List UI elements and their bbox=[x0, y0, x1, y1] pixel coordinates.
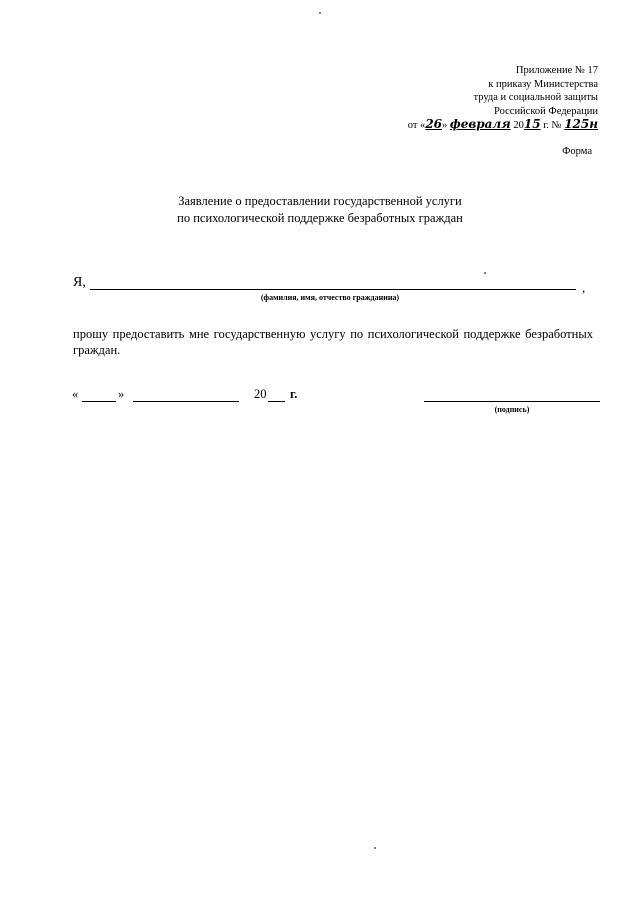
date-open-quote: « bbox=[72, 387, 79, 401]
applicant-name-caption: (фамилия, имя, отчество гражданина) bbox=[260, 293, 400, 302]
signature-caption: (подпись) bbox=[494, 405, 530, 414]
date-year-field[interactable] bbox=[268, 401, 285, 402]
scan-speck bbox=[374, 847, 376, 849]
document-title bbox=[0, 193, 640, 227]
request-text: прошу предоставить мне государственную услугу по психологической поддержке безработных граждан. bbox=[73, 327, 593, 357]
annex-line-1: Приложение № 17 bbox=[515, 65, 598, 76]
annex-line-2: к приказу Министерства bbox=[488, 78, 598, 90]
annex-year-suffix: 15 bbox=[523, 117, 541, 131]
date-year-prefix: 20 bbox=[254, 387, 267, 401]
annex-block bbox=[398, 64, 598, 133]
title-line-2: по психологической поддержке безработных граждан bbox=[177, 211, 463, 225]
annex-day: 26 bbox=[425, 117, 443, 131]
applicant-prefix: Я, bbox=[73, 275, 86, 290]
scan-speck bbox=[484, 272, 486, 274]
date-month-field[interactable] bbox=[133, 401, 239, 402]
annex-number: 125н bbox=[564, 117, 598, 131]
annex-number-prefix: г. № bbox=[543, 120, 562, 131]
date-close-quote: » bbox=[118, 387, 125, 401]
applicant-comma: , bbox=[582, 280, 586, 295]
annex-line-4: Российской Федерации bbox=[494, 105, 598, 117]
annex-year-prefix: 20 bbox=[513, 120, 524, 131]
annex-line-3: труда и социальной защиты bbox=[473, 92, 598, 103]
title-line-1: Заявление о предоставлении государственной услуги bbox=[178, 194, 462, 208]
date-day-field[interactable] bbox=[82, 401, 116, 402]
date-year-suffix: г. bbox=[290, 387, 298, 401]
annex-date-line bbox=[398, 118, 598, 133]
annex-date-prefix: от « bbox=[407, 120, 426, 131]
scan-speck bbox=[319, 12, 321, 14]
applicant-name-field[interactable] bbox=[90, 289, 576, 290]
annex-day-close: » bbox=[442, 120, 448, 131]
signature-field[interactable] bbox=[424, 401, 600, 402]
annex-month: февраля bbox=[449, 117, 511, 131]
form-label: Форма bbox=[562, 146, 592, 157]
